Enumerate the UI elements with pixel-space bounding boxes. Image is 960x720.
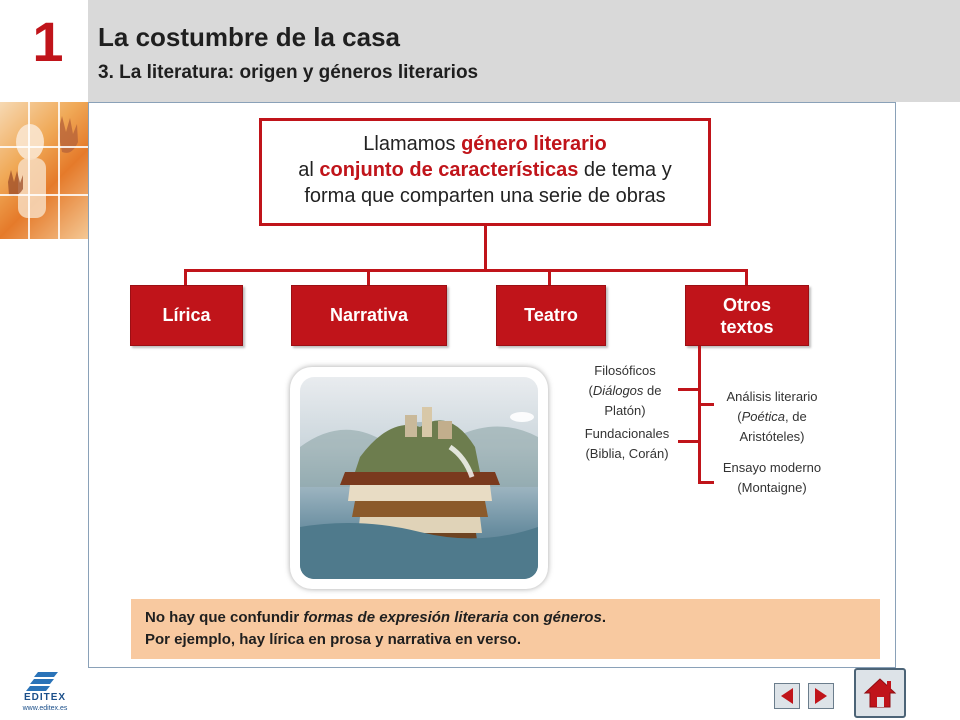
- connector-otros-vertical: [698, 346, 701, 484]
- chapter-number: 1: [32, 10, 64, 73]
- next-button[interactable]: [808, 683, 834, 709]
- other-text-filosoficos: Filosóficos (Diálogos de Platón): [588, 363, 662, 418]
- house-icon: [863, 677, 897, 709]
- page-title: La costumbre de la casa: [98, 22, 401, 52]
- connector-bar: [184, 269, 748, 272]
- editex-logo-text: EDITEX: [23, 692, 67, 703]
- triangle-left-icon: [779, 687, 795, 705]
- connector-lirica: [184, 269, 187, 285]
- decorative-hands-image: [0, 102, 88, 239]
- connector-teatro: [548, 269, 551, 285]
- note-line-1: No hay que confundir formas de expresión literaria con géneros.: [145, 609, 606, 626]
- other-text-ensayo-moderno: Ensayo moderno (Montaigne): [722, 460, 822, 495]
- previous-button[interactable]: [774, 683, 800, 709]
- connector-filosoficos: [678, 388, 700, 391]
- genre-otros-textos-button[interactable]: Otros textos: [685, 285, 809, 346]
- connector-narrativa: [367, 269, 370, 285]
- connector-otros: [745, 269, 748, 285]
- editex-logo-url: www.editex.es: [22, 705, 68, 712]
- note-line-2: Por ejemplo, hay lírica en prosa y narrativa en verso.: [145, 631, 521, 648]
- home-button[interactable]: [854, 668, 906, 718]
- connector-trunk: [484, 226, 487, 270]
- triangle-right-icon: [813, 687, 829, 705]
- definition-line-2: al conjunto de características de tema y: [298, 159, 672, 181]
- genre-lirica-button[interactable]: Lírica: [130, 285, 243, 346]
- definition-box: [259, 118, 711, 226]
- books-island-photo: [300, 377, 538, 579]
- genre-teatro-button[interactable]: Teatro: [496, 285, 606, 346]
- genre-narrativa-button[interactable]: Narrativa: [291, 285, 447, 346]
- editex-logo: [14, 670, 76, 716]
- other-text-analisis-literario: Análisis literario (Poética, de Aristóteles): [726, 389, 818, 444]
- page-subtitle: 3. La literatura: origen y géneros literarios: [98, 62, 479, 83]
- note-box: [131, 599, 880, 659]
- other-text-fundacionales: Fundacionales (Biblia, Corán): [584, 426, 670, 461]
- definition-line-3: forma que comparten una serie de obras: [304, 185, 666, 207]
- definition-line-1: Llamamos género literario: [363, 133, 607, 155]
